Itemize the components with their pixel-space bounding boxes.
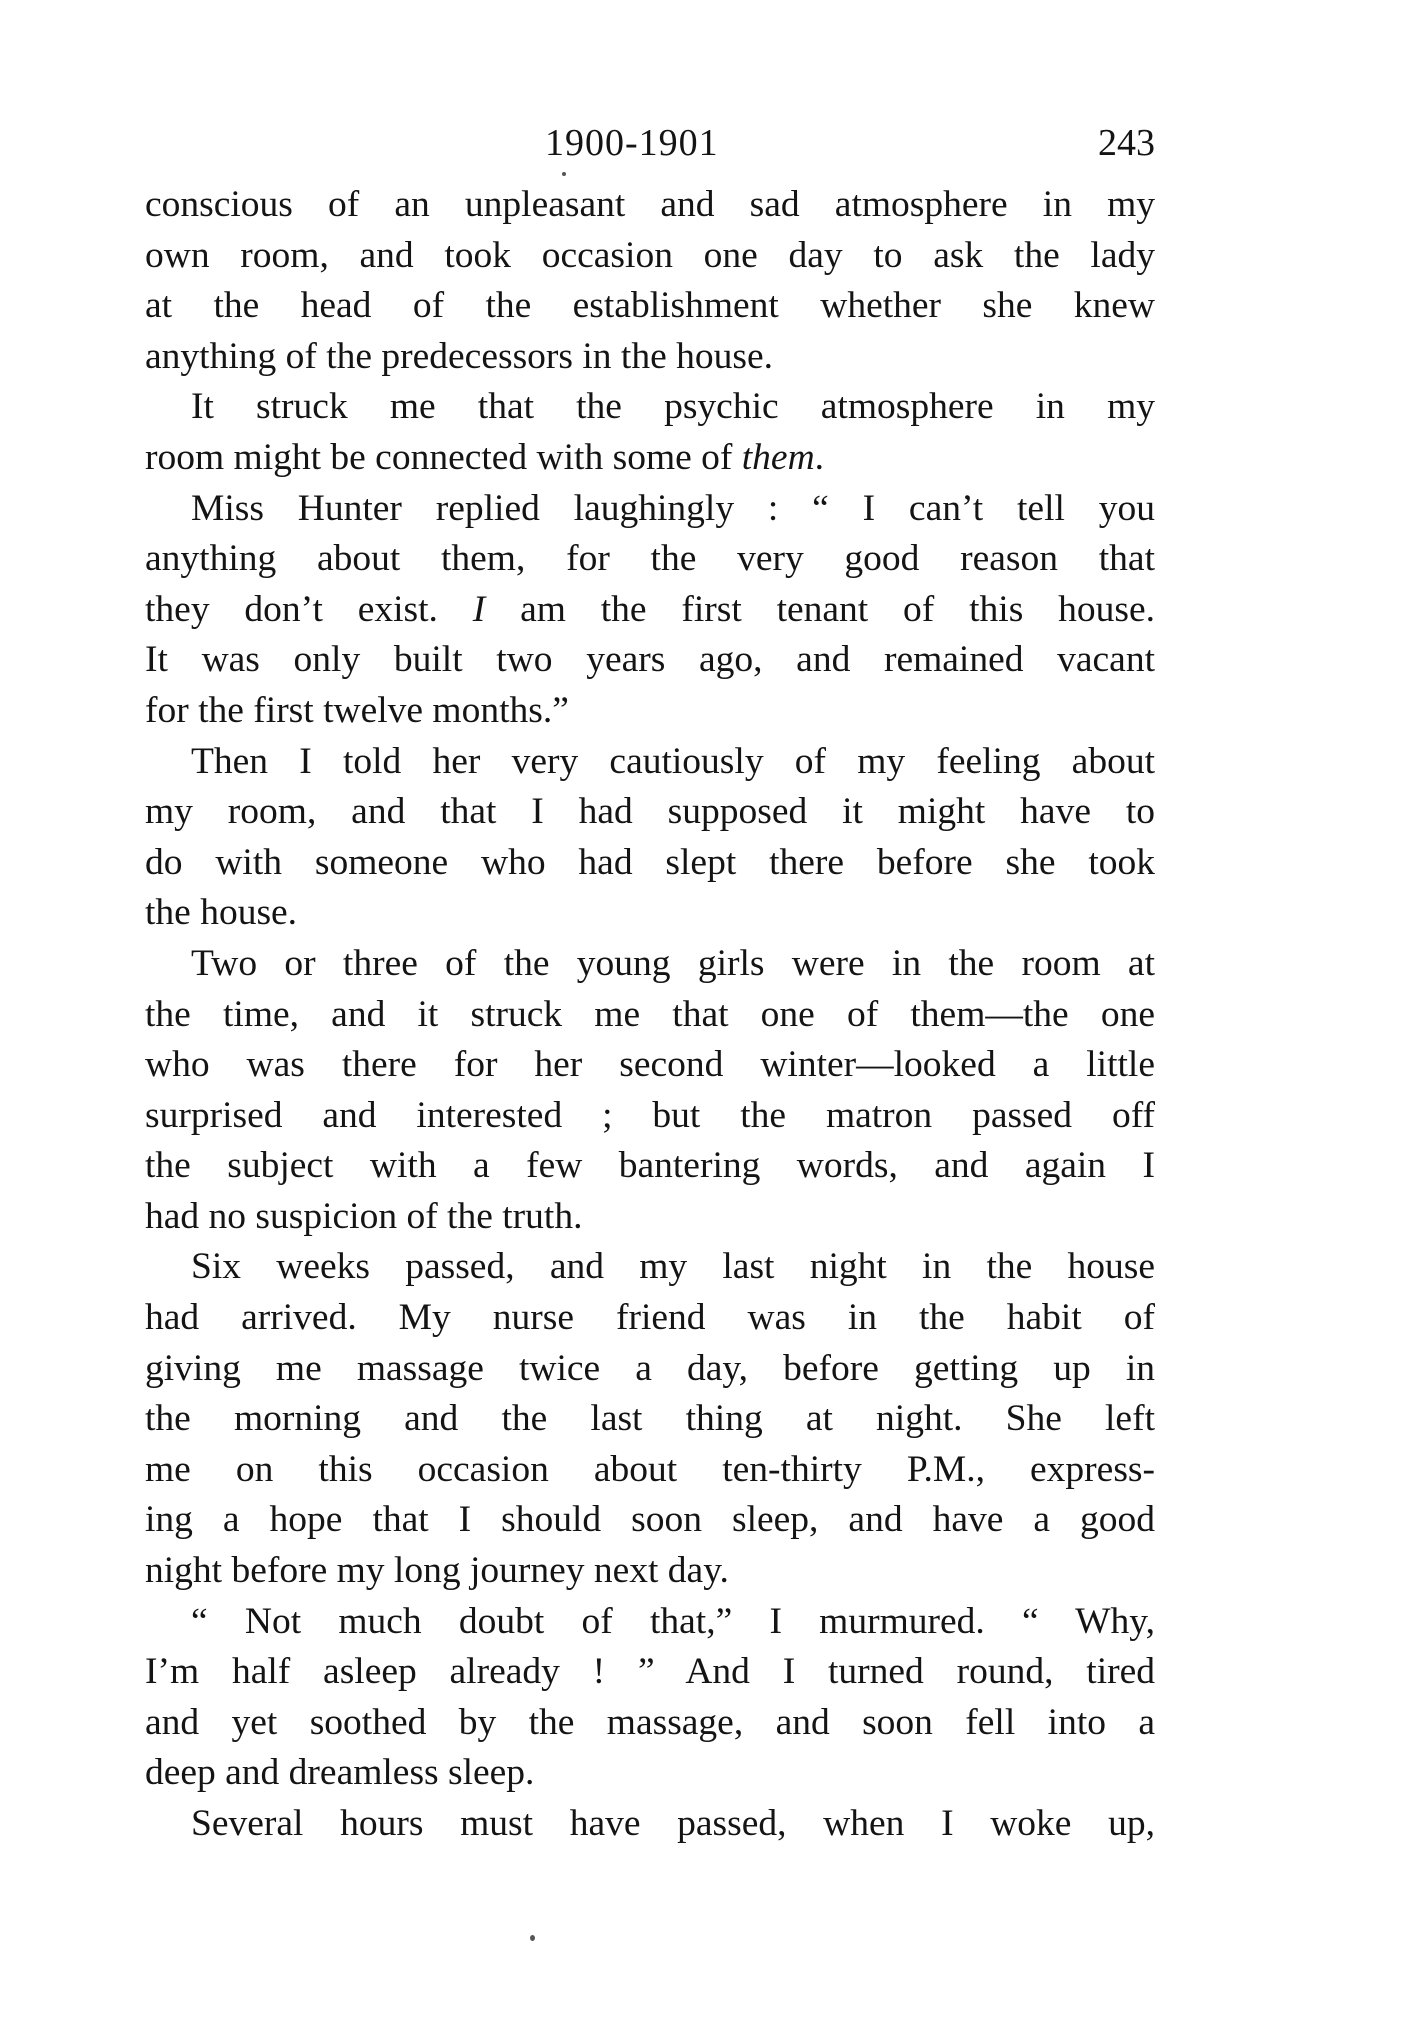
text-line: anything of the predecessors in the house. [145,335,773,377]
page-number: 243 [1098,122,1155,164]
text-line: It struck me that the psychic atmosphere in my [191,386,1155,428]
text-line: I’m half asleep already ! ” And I turned round, tired [145,1651,1155,1693]
italic-word: them [741,436,815,478]
text-line: room might be connected with some of them. [145,436,825,478]
text-line: me on this occasion about ten-thirty P.M., express- [145,1448,1155,1490]
text-line: who was there for her second winter—looked a little [145,1044,1155,1086]
text-line: the subject with a few bantering words, and again I [145,1145,1155,1187]
scan-speck [562,172,566,176]
text-line: Several hours must have passed, when I woke up, [191,1803,1155,1844]
text-line: conscious of an unpleasant and sad atmosphere in my [145,184,1155,225]
text-line: anything about them, for the very good reason that [145,538,1155,580]
text-line: Six weeks passed, and my last night in the house [191,1246,1155,1288]
text-line: my room, and that I had supposed it might have to [145,791,1155,833]
text-line: do with someone who had slept there before she took [145,841,1155,883]
text-line: they don’t exist. I am the first tenant of this house. [145,588,1155,630]
text-line: the time, and it struck me that one of them—the one [145,993,1155,1035]
body-text [145,180,1155,1950]
text-line: Miss Hunter replied laughingly : “ I can’t tell you [191,487,1155,529]
text-line: had arrived. My nurse friend was in the habit of [145,1297,1155,1339]
text-line: the house. [145,892,298,934]
text-line: night before my long journey next day. [145,1550,729,1592]
text-line: Two or three of the young girls were in the room at [191,942,1155,984]
text-line: and yet soothed by the massage, and soon fell into a [145,1701,1155,1743]
text-line: for the first twelve months.” [145,689,569,731]
scan-speck [530,1935,535,1941]
text-line: the morning and the last thing at night. She left [145,1398,1155,1440]
text-line: own room, and took occasion one day to ask the lady [145,234,1155,276]
text-line: deep and dreamless sleep. [145,1752,535,1794]
text-line: had no suspicion of the truth. [145,1195,583,1237]
text-line: surprised and interested ; but the matron passed off [145,1094,1155,1136]
text-line: giving me massage twice a day, before getting up in [145,1347,1155,1389]
text-line: Then I told her very cautiously of my feeling about [191,740,1155,782]
text-line: It was only built two years ago, and remained vacant [145,639,1155,681]
text-line: at the head of the establishment whether she knew [145,285,1155,327]
italic-word: I [472,588,486,630]
running-head: 1900-1901 [545,122,719,164]
page-header [145,118,1155,168]
text-line: ing a hope that I should soon sleep, and have a good [145,1499,1155,1541]
text-line: “ Not much doubt of that,” I murmured. “ Why, [191,1600,1155,1642]
